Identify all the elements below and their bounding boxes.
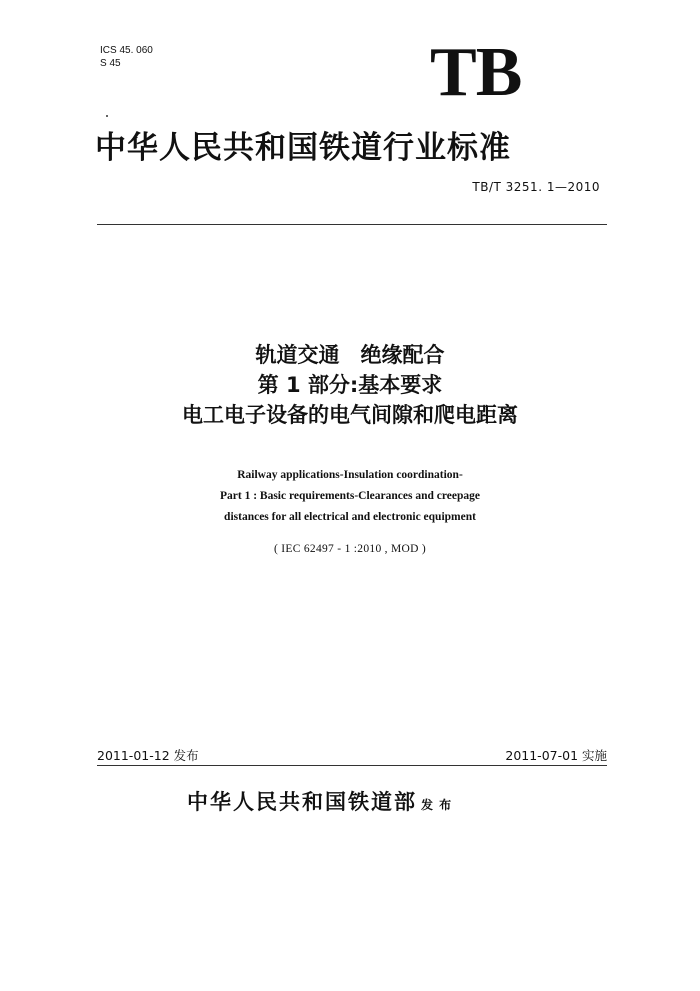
publisher (187, 788, 452, 819)
decorative-dot (106, 115, 108, 117)
ics-classification (100, 44, 153, 70)
standard-number: TB/T 3251. 1—2010 (472, 180, 600, 194)
issue-date: 2011-01-12 发布 (97, 748, 199, 763)
implementation-date: 2011-07-01 实施 (505, 748, 607, 763)
date-row (97, 748, 607, 763)
ics-code: ICS 45. 060 (100, 45, 153, 56)
cn-title-line: 轨道交通 绝缘配合 (255, 343, 445, 367)
header-divider (97, 224, 607, 225)
publisher-suffix: 发 布 (421, 798, 453, 812)
cn-title-line: 电工电子设备的电气间隙和爬电距离 (182, 403, 518, 427)
category-code: S 45 (100, 58, 121, 69)
tb-logo: TB (430, 34, 522, 111)
chinese-document-title (0, 340, 700, 430)
standard-title: 中华人民共和国铁道行业标准 (95, 130, 511, 166)
iec-equivalence: ( IEC 62497 - 1 :2010 , MOD ) (273, 543, 427, 555)
cn-title-line: 第 1 部分:基本要求 (257, 373, 443, 397)
en-title-line: Part 1 : Basic requirements-Clearances and creepage (220, 490, 480, 502)
footer-divider (97, 765, 607, 766)
english-document-title (0, 465, 700, 528)
en-title-line: distances for all electrical and electronic equipment (224, 511, 476, 523)
en-title-line: Railway applications-Insulation coordination- (237, 469, 463, 481)
publisher-name: 中华人民共和国铁道部 (187, 789, 417, 814)
